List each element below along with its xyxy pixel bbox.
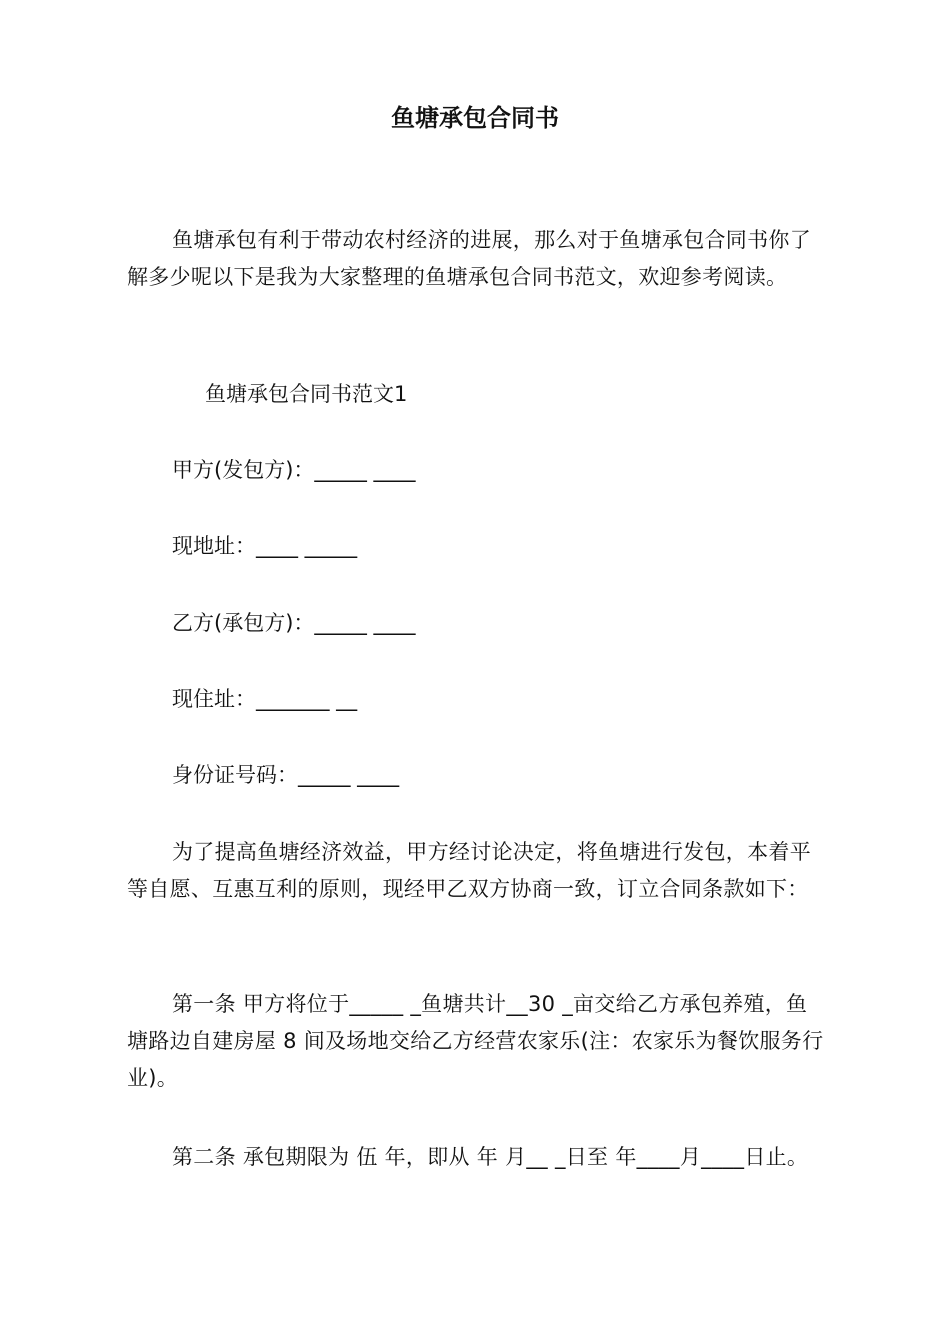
- intro-paragraph: 鱼塘承包有利于带动农村经济的进展，那么对于鱼塘承包合同书你了解多少呢以下是我为大家整理的鱼塘承包合同书范文，欢迎参考阅读。: [127, 228, 811, 289]
- party-a-address-line: 现地址：____ _____: [172, 534, 358, 558]
- preamble-paragraph: 为了提高鱼塘经济效益，甲方经讨论决定，将鱼塘进行发包，本着平等自愿、互惠互利的原则，现经甲乙双方协商一致，订立合同条款如下：: [127, 840, 811, 901]
- document-title: 鱼塘承包合同书: [391, 104, 559, 132]
- sample-heading: 鱼塘承包合同书范文1: [205, 382, 408, 406]
- party-b-address-line: 现住址：_______ __: [172, 687, 358, 711]
- party-a-line: 甲方(发包方)：_____ ____: [172, 458, 416, 482]
- article-2-paragraph: 第二条 承包期限为 伍 年，即从 年 月__ _日至 年____月____日止。: [172, 1145, 809, 1169]
- article-1-paragraph: 第一条 甲方将位于_____ _鱼塘共计__30 _亩交给乙方承包养殖，鱼塘路边自建房屋 8 间及场地交给乙方经营农家乐(注：农家乐为餐饮服务行业)。: [127, 992, 824, 1090]
- party-b-line: 乙方(承包方)：_____ ____: [172, 611, 416, 635]
- id-number-line: 身份证号码：_____ ____: [172, 763, 400, 787]
